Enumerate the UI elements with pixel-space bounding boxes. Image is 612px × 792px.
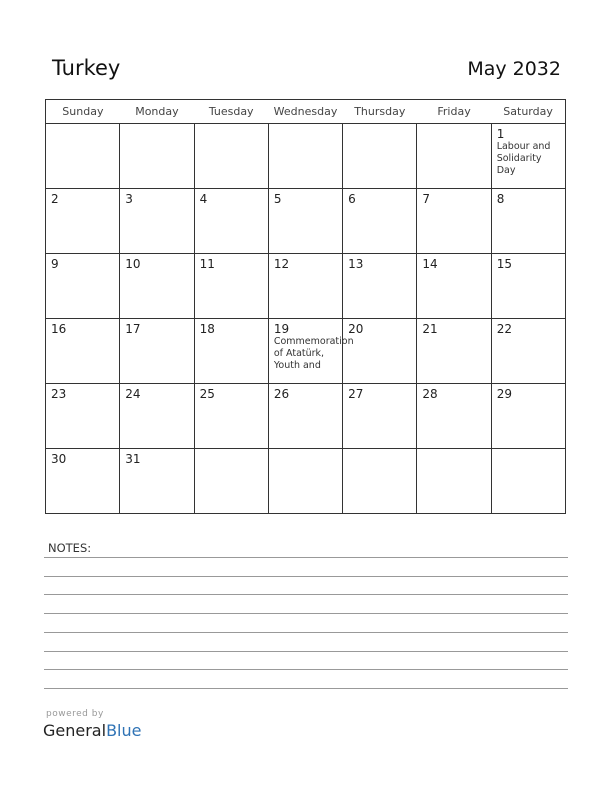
day-number: 14: [422, 257, 438, 271]
weekday-sunday: Sunday: [46, 100, 120, 124]
calendar-day-cell: [46, 384, 120, 449]
day-number: 22: [496, 322, 512, 336]
calendar-day-cell: [268, 449, 342, 514]
calendar-day-cell: [491, 124, 565, 189]
calendar-week-row: [46, 124, 566, 189]
calendar-day-cell: [120, 449, 194, 514]
day-number: 23: [51, 387, 67, 401]
brand-logo[interactable]: [43, 721, 141, 740]
calendar-day-cell: [491, 254, 565, 319]
day-number: 12: [273, 257, 290, 271]
calendar-day-cell: [194, 449, 268, 514]
holiday-label: Commemoration of Atatürk, Youth and: [273, 336, 354, 371]
day-number: [195, 449, 268, 452]
day-number: 2: [51, 192, 59, 206]
weekday-header-row: [46, 100, 566, 124]
day-number: [492, 449, 565, 452]
day-number: 10: [125, 257, 141, 271]
notes-line: [44, 576, 568, 577]
calendar-day-cell: [343, 254, 417, 319]
calendar-day-cell: [491, 189, 565, 254]
calendar-day-cell: [343, 189, 417, 254]
calendar-day-cell: [491, 384, 565, 449]
day-number: 18: [199, 322, 215, 336]
weekday-tuesday: Tuesday: [194, 100, 268, 124]
notes-line: [44, 688, 568, 689]
day-number: 31: [125, 452, 141, 466]
calendar-day-cell: [343, 124, 417, 189]
calendar-week-row: [46, 189, 566, 254]
calendar-day-cell: [120, 319, 194, 384]
day-number: 29: [496, 387, 512, 401]
weekday-monday: Monday: [120, 100, 194, 124]
notes-line: [44, 651, 568, 652]
day-number: 1: [496, 127, 505, 141]
calendar-day-cell: [417, 384, 491, 449]
day-number: 25: [199, 387, 215, 401]
day-number: 20: [348, 322, 364, 336]
day-number: [46, 124, 119, 127]
calendar-day-cell: [46, 254, 120, 319]
day-number: 16: [51, 322, 67, 336]
calendar-week-row: [46, 319, 566, 384]
calendar-day-cell: [491, 319, 565, 384]
calendar-week-row: [46, 254, 566, 319]
day-number: 11: [199, 257, 215, 271]
calendar-day-cell: [417, 449, 491, 514]
brand-blue-text: Blue: [106, 721, 142, 740]
day-number: 13: [348, 257, 364, 271]
day-number: 7: [422, 192, 431, 206]
calendar-day-cell: [46, 124, 120, 189]
day-number: 3: [125, 192, 133, 206]
calendar-day-cell: [343, 319, 417, 384]
country-title: Turkey: [52, 56, 121, 80]
day-number: 26: [273, 387, 290, 401]
notes-line: [44, 594, 568, 595]
day-number: 15: [496, 257, 512, 271]
day-number: [343, 449, 416, 452]
notes-line: [44, 669, 568, 670]
calendar-week-row: [46, 384, 566, 449]
calendar-day-cell: [194, 254, 268, 319]
notes-line: [44, 632, 568, 633]
day-number: 24: [125, 387, 141, 401]
day-number: 6: [348, 192, 356, 206]
notes-line: [44, 557, 568, 558]
day-number: 21: [422, 322, 438, 336]
day-number: [417, 124, 490, 127]
day-number: 27: [348, 387, 364, 401]
calendar-day-cell: [194, 124, 268, 189]
calendar-day-cell: [120, 189, 194, 254]
day-number: 28: [422, 387, 438, 401]
day-number: [269, 449, 342, 452]
calendar-day-cell: [268, 124, 342, 189]
day-number: 8: [496, 192, 505, 206]
notes-label: NOTES:: [48, 541, 92, 555]
calendar-day-cell: [343, 449, 417, 514]
weekday-wednesday: Wednesday: [268, 100, 342, 124]
brand-general-text: General: [43, 721, 107, 740]
calendar-day-cell: [46, 449, 120, 514]
calendar-day-cell: [268, 384, 342, 449]
month-year-title: May 2032: [467, 58, 561, 80]
calendar-day-cell: [268, 254, 342, 319]
weekday-saturday: Saturday: [491, 100, 565, 124]
day-number: [343, 124, 416, 127]
calendar-day-cell: [491, 449, 565, 514]
day-number: 5: [273, 192, 282, 206]
calendar-day-cell: [343, 384, 417, 449]
holiday-label: Labour and Solidarity Day: [496, 141, 551, 176]
calendar-day-cell: [194, 189, 268, 254]
powered-by-text: powered by: [46, 709, 104, 719]
calendar-day-cell: [120, 254, 194, 319]
calendar-week-row: [46, 449, 566, 514]
weekday-thursday: Thursday: [343, 100, 417, 124]
calendar-day-cell: [417, 124, 491, 189]
weekday-friday: Friday: [417, 100, 491, 124]
day-number: 9: [51, 257, 59, 271]
calendar-day-cell: [46, 319, 120, 384]
day-number: 19: [273, 322, 290, 336]
calendar-day-cell: [120, 124, 194, 189]
calendar-day-cell: [194, 384, 268, 449]
calendar-day-cell: [417, 189, 491, 254]
notes-line: [44, 613, 568, 614]
calendar-day-cell: [120, 384, 194, 449]
calendar-day-cell: [417, 319, 491, 384]
day-number: [417, 449, 490, 452]
day-number: [195, 124, 268, 127]
calendar-day-cell: [417, 254, 491, 319]
calendar-day-cell: [46, 189, 120, 254]
day-number: 4: [199, 192, 208, 206]
calendar-day-cell: [268, 189, 342, 254]
calendar-grid: [45, 99, 566, 514]
calendar-day-cell: [268, 319, 354, 384]
day-number: [269, 124, 342, 127]
day-number: 17: [125, 322, 141, 336]
day-number: [120, 124, 193, 127]
calendar-day-cell: [194, 319, 268, 384]
day-number: 30: [51, 452, 67, 466]
